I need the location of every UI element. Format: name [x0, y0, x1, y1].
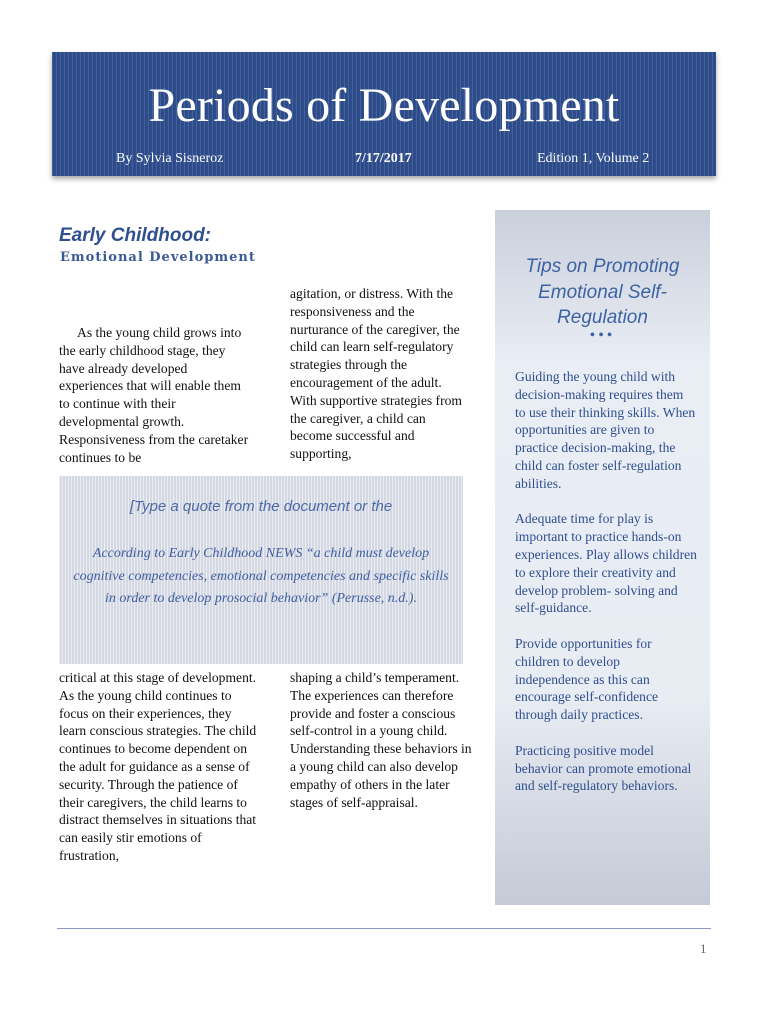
title-banner	[52, 52, 716, 176]
tip-item: Provide opportunities for children to develop independence as this can encourage self-confidence through daily practices.	[515, 635, 659, 723]
body-column-2-top: agitation, or distress. With the responsiveness and the nurturance of the caregiver, the child can learn self-regulatory strategies through the encouragement of the adult. With supportive strategies from the caregiver, a child can become successful and supporting,	[290, 286, 462, 462]
body-column-1-bottom: critical at this stage of development. As the young child continues to focus on their experiences, they learn conscious strategies. The child continues to become dependent on the adult for guidance as a sense of security. Through the patience of their caregivers, the child learns to distract themselves in situations that can easily stir emotions of frustration,	[59, 670, 257, 863]
author-byline: By Sylvia Sisneroz	[116, 151, 224, 166]
tips-sidebar	[495, 210, 710, 905]
page-number: 1	[700, 941, 707, 956]
pull-quote-text: According to Early Childhood NEWS “a child must develop cognitive competencies, emotional competencies and specific skills in order to develop prosocial behavior” (Perusse, n.d.).	[73, 546, 449, 606]
edition-volume: Edition 1, Volume 2	[537, 151, 650, 166]
document-title: Periods of Development	[148, 79, 620, 132]
quote-placeholder-text[interactable]: [Type a quote from the document or the	[129, 498, 393, 515]
section-subheading: Emotional Development	[60, 250, 256, 265]
pull-quote-box	[59, 476, 463, 664]
sidebar-title: Tips on Promoting Emotional Self-Regulation	[525, 256, 680, 328]
section-heading: Early Childhood:	[59, 225, 211, 246]
tip-item: Adequate time for play is important to practice hands-on experiences. Play allows children to explore their creativity and develop problem- solving and self-guidance.	[515, 511, 697, 616]
body-column-1-top: As the young child grows into the early childhood stage, they have already developed experiences that will enable them to continue with their developmental growth. Responsiveness from the caretaker continues to be	[59, 325, 249, 465]
body-column-2-bottom: shaping a child’s temperament. The experiences can therefore provide and foster a conscious self-control in a young child. Understanding these behaviors in a young child can also develop empathy of others in the later stages of self-appraisal.	[290, 670, 472, 810]
tips-list	[515, 368, 697, 813]
ellipsis-divider-icon: •••	[589, 327, 616, 344]
footer-divider	[57, 928, 711, 929]
publication-date: 7/17/2017	[355, 151, 412, 166]
tip-item: Guiding the young child with decision-making requires them to use their thinking skills. When opportunities are given to practice decision-making, the child can foster self-regulation abilities.	[515, 369, 696, 491]
tip-item: Practicing positive model behavior can promote emotional and self-regulatory behaviors.	[515, 742, 692, 794]
